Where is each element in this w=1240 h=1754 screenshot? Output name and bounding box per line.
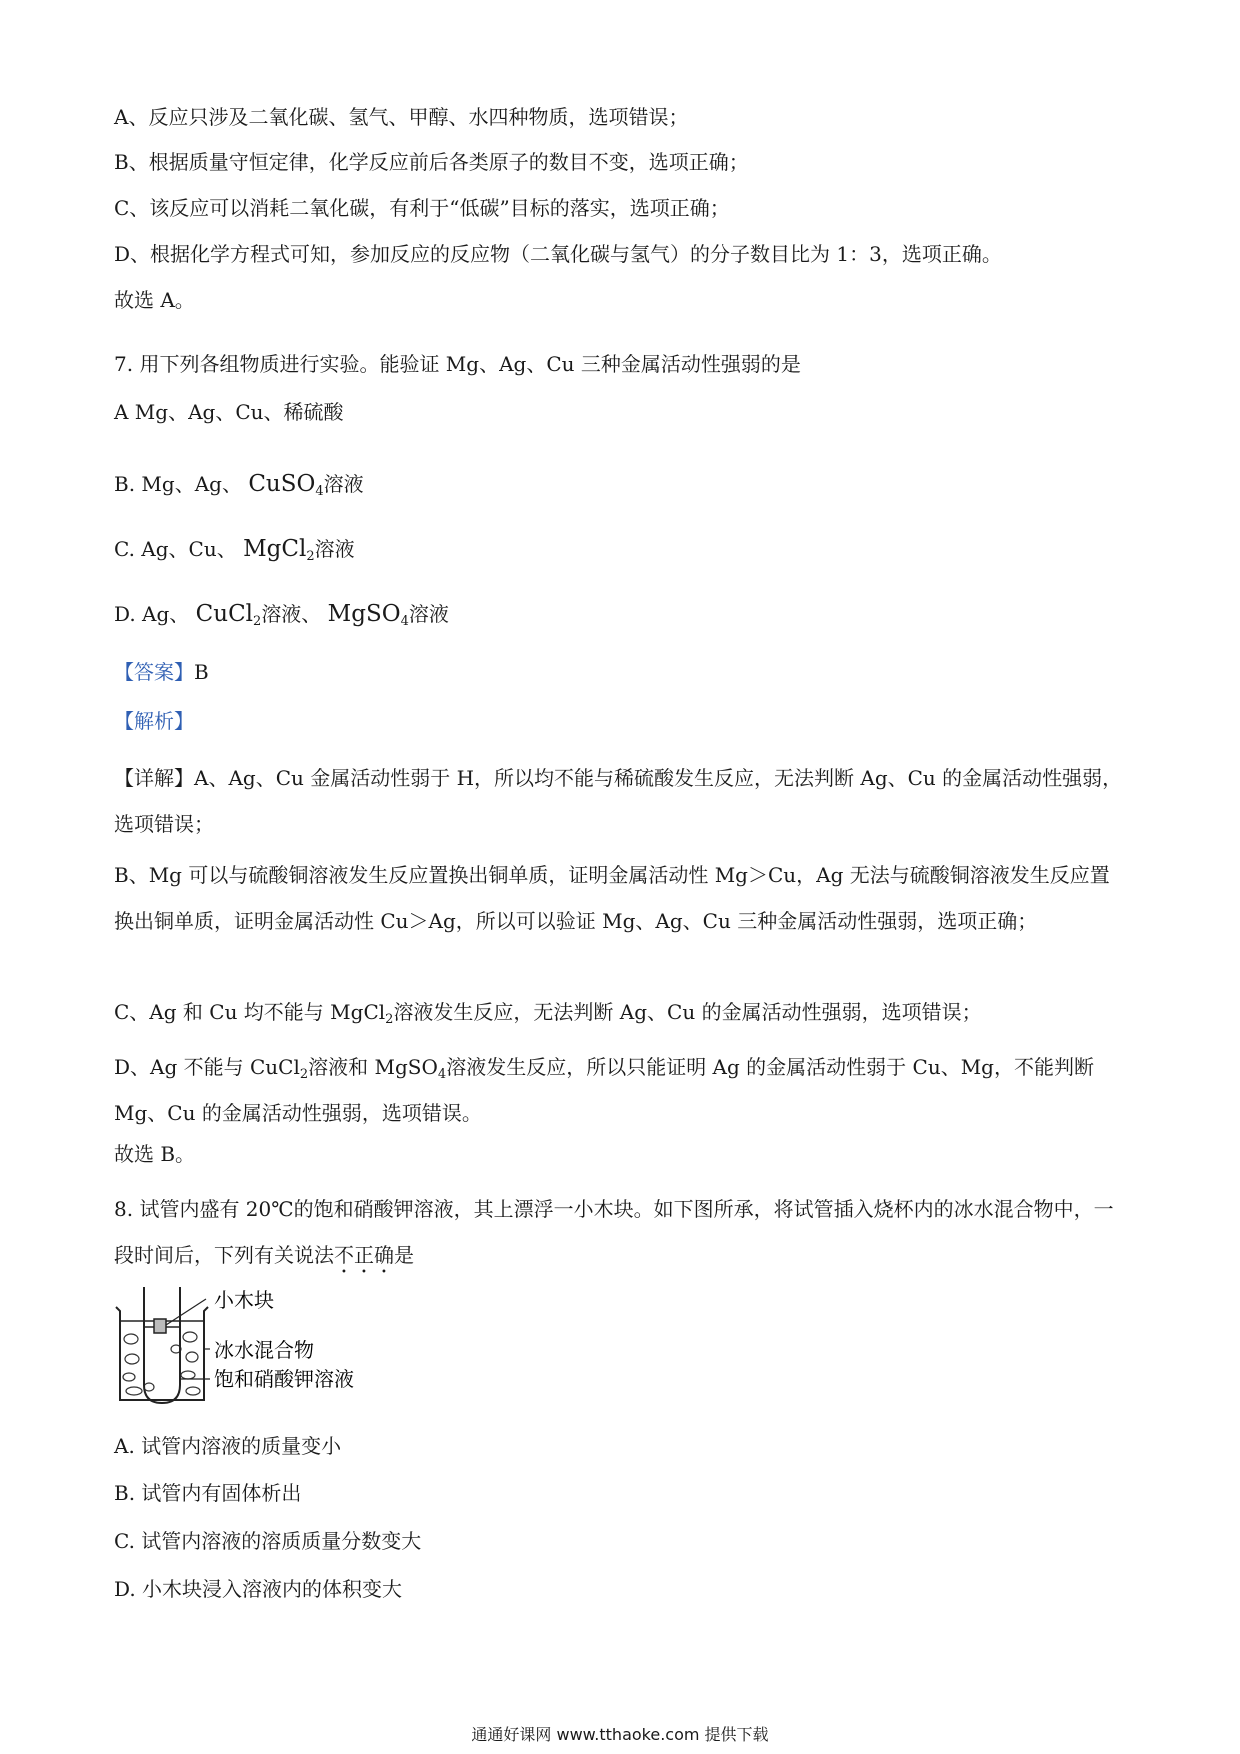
- q8-option-c: C. 试管内溶液的溶质质量分数变大: [114, 1529, 422, 1553]
- q8-stem: 8. 试管内盛有 20℃的饱和硝酸钾溶液，其上漂浮一小木块。如下图所承，将试管插入烧杯内的冰水混合物中，一段时间后，下列有关说法不正确是: [114, 1197, 1114, 1267]
- detail-label: 【详解】: [114, 766, 194, 790]
- q7-detail-c: C、Ag 和 Cu 均不能与 MgCl$_2$溶液发生反应，无法判断 Ag、Cu 的金属活动性强弱，选项错误；: [114, 1000, 982, 1027]
- emphasis-text: 不正确: [334, 1243, 394, 1267]
- q7-answer: 【答案】B: [114, 660, 209, 684]
- prev-option-a: A、反应只涉及二氧化碳、氢气、甲醇、水四种物质，选项错误；: [114, 105, 689, 129]
- wood-block: [154, 1319, 166, 1333]
- prev-conclusion: 故选 A。: [114, 288, 195, 312]
- beaker-test-tube-figure: [114, 1287, 394, 1412]
- q7-analysis-label: 【解析】: [114, 709, 194, 733]
- label-solution: 饱和硝酸钾溶液: [214, 1367, 354, 1391]
- prev-option-d: D、根据化学方程式可知，参加反应的反应物（二氧化碳与氢气）的分子数目比为 1：3，选项正确。: [114, 242, 1002, 266]
- q8-option-a: A. 试管内溶液的质量变小: [114, 1434, 342, 1458]
- q8-option-d: D. 小木块浸入溶液内的体积变大: [114, 1577, 403, 1601]
- q7-conclusion: 故选 B。: [114, 1142, 196, 1166]
- prev-option-b: B、根据质量守恒定律，化学反应前后各类原子的数目不变，选项正确；: [114, 150, 749, 174]
- label-ice-water: 冰水混合物: [214, 1338, 314, 1362]
- q7-detail-a: 【详解】A、Ag、Cu 金属活动性弱于 H，所以均不能与稀硫酸发生反应，无法判断 Ag、Cu 的金属活动性强弱，选项错误；: [114, 766, 1123, 836]
- q7-option-a: A Mg、Ag、Cu、稀硫酸: [114, 400, 344, 424]
- q7-option-b: B. Mg、Ag、 CuSO$_4$溶液: [114, 471, 364, 499]
- q8-option-b: B. 试管内有固体析出: [114, 1481, 302, 1505]
- q7-detail-d: D、Ag 不能与 CuCl$_2$溶液和 MgSO$_4$溶液发生反应，所以只能证明 Ag 的金属活动性弱于 Cu、Mg，不能判断 Mg、Cu 的金属活动性强弱，选项错误。: [114, 1055, 1094, 1125]
- label-wood-block: 小木块: [214, 1288, 274, 1312]
- prev-option-c: C、该反应可以消耗二氧化碳，有利于“低碳”目标的落实，选项正确；: [114, 196, 730, 220]
- q7-detail-b: B、Mg 可以与硫酸铜溶液发生反应置换出铜单质，证明金属活动性 Mg＞Cu，Ag 无法与硫酸铜溶液发生反应置换出铜单质，证明金属活动性 Cu＞Ag，所以可以验证 Mg、Ag、Cu 三种金属活动性强弱，选项正确；: [114, 863, 1110, 933]
- q7-option-c: C. Ag、Cu、 MgCl$_2$溶液: [114, 536, 355, 564]
- q7-option-d: D. Ag、 CuCl$_2$溶液、 MgSO$_4$溶液: [114, 601, 449, 629]
- q7-stem: 7. 用下列各组物质进行实验。能验证 Mg、Ag、Cu 三种金属活动性强弱的是: [114, 352, 801, 376]
- footer-source: 通通好课网 www.tthaoke.com 提供下载: [471, 1725, 769, 1744]
- ice-pieces: [123, 1332, 200, 1395]
